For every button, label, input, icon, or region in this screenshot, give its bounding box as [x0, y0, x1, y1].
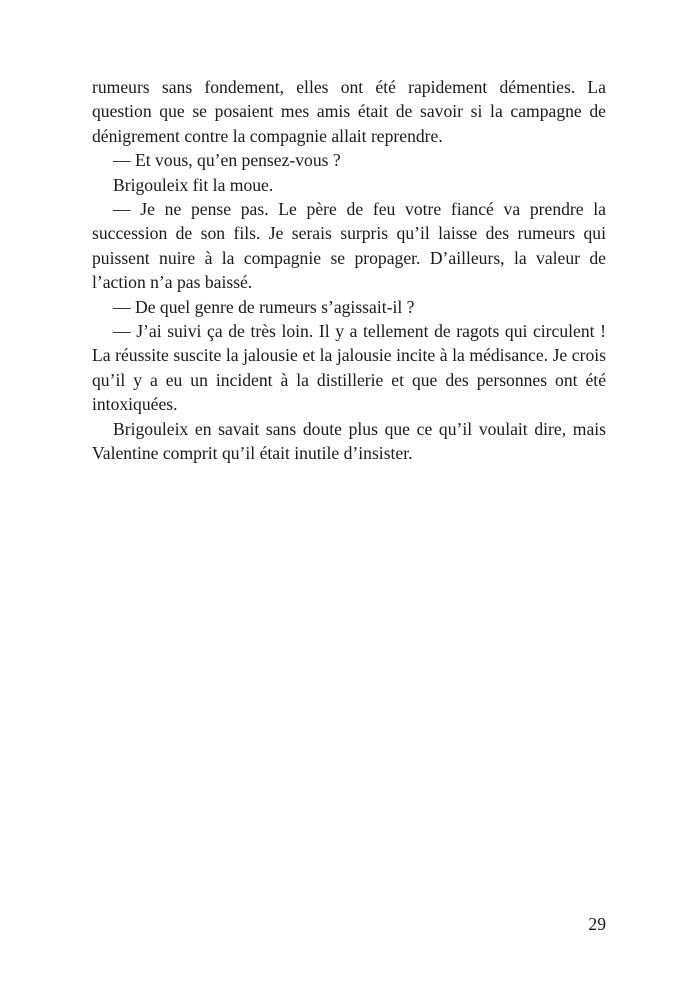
- paragraph-narration: Brigouleix fit la moue.: [113, 174, 274, 195]
- paragraph-continuation: rumeurs sans fondement, elles ont été rapidement démenties. La question que se posaient mes amis était de savoir si la campagne de dénigrement contre la compagnie allait reprendre.: [92, 77, 606, 146]
- paragraph-dialogue: — De quel genre de rumeurs s’agissait-il ?: [113, 296, 415, 317]
- paragraph-dialogue: — Je ne pense pas. Le père de feu votre fiancé va prendre la succession de son fils. Je serais surpris qu’il laisse des rumeurs qui puissent nuire à la compagnie se propager. D’ailleurs, la valeur de l’action n’a pas baissé.: [92, 199, 606, 293]
- paragraph-dialogue: — Et vous, qu’en pensez-vous ?: [113, 150, 341, 171]
- paragraph-narration: Brigouleix en savait sans doute plus que ce qu’il voulait dire, mais Valentine comprit qu’il était inutile d’insister.: [92, 418, 606, 464]
- body-text: [92, 75, 606, 466]
- page-number: 29: [588, 914, 606, 934]
- paragraph-dialogue: — J’ai suivi ça de très loin. Il y a tellement de ragots qui circulent ! La réussite suscite la jalousie et la jalousie incite à la médisance. Je crois qu’il y a eu un incident à la distillerie et que des personnes ont été intoxiquées.: [92, 321, 606, 415]
